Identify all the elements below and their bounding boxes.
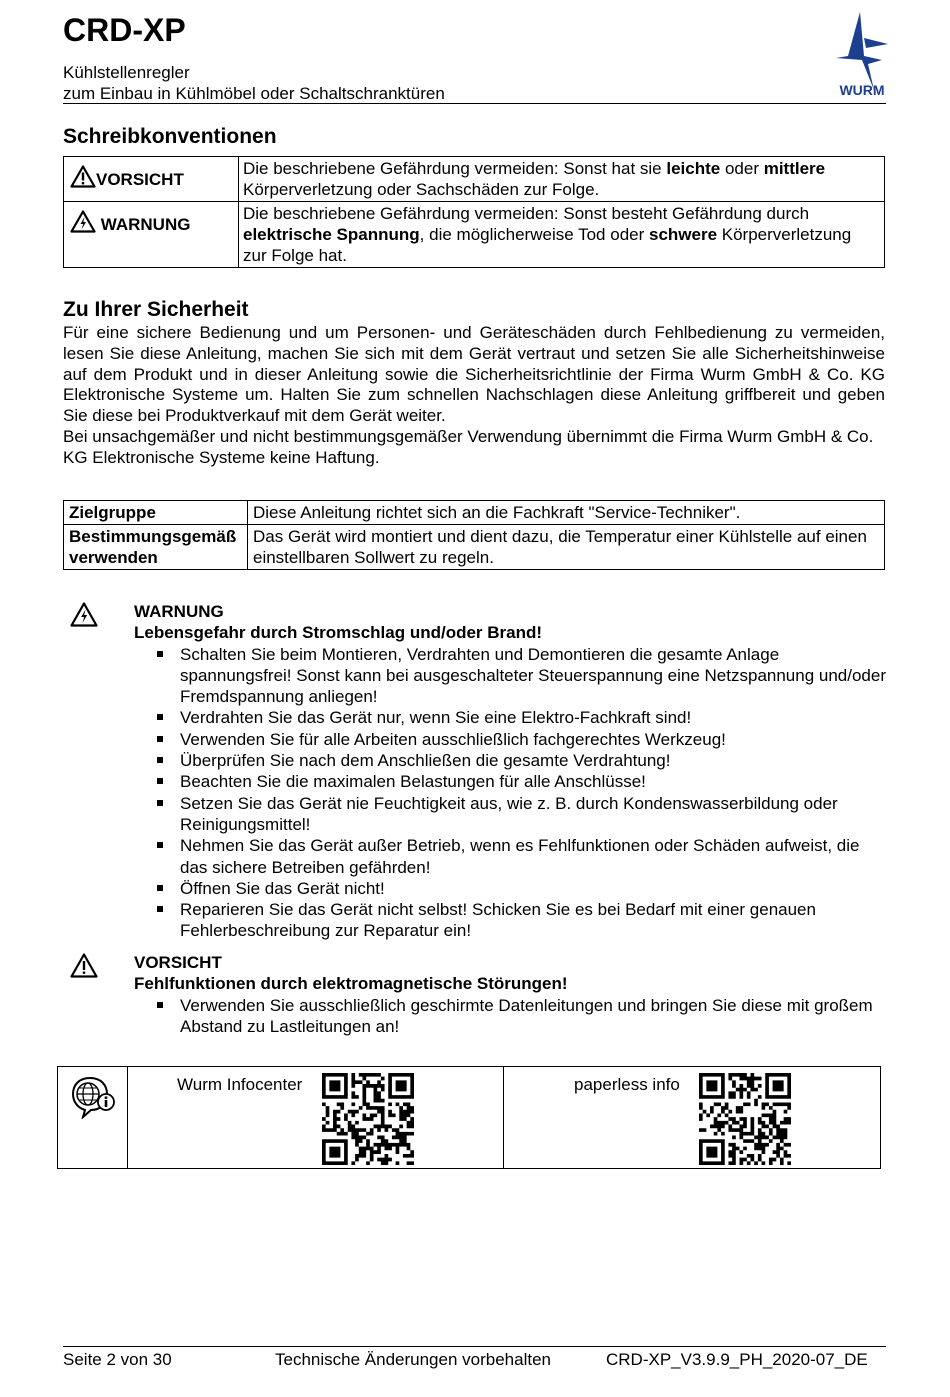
infocenter-link[interactable]: Wurm Infocenter	[177, 1075, 303, 1094]
document-id: CRD-XP_V3.9.9_PH_2020-07_DE	[606, 1350, 868, 1369]
subtitle-line-1: Kühlstellenregler	[63, 63, 190, 82]
warning-block	[134, 601, 886, 942]
intended-use-value: Das Gerät wird montiert und dient dazu, die Temperatur einer Kühlstelle auf einen einstellbaren Sollwert zu regeln.	[248, 525, 885, 570]
page-number: Seite 2 von 30	[63, 1350, 172, 1369]
wurm-logo-icon	[834, 10, 890, 98]
footer-notice: Technische Änderungen vorbehalten	[275, 1350, 551, 1369]
table-row	[64, 202, 885, 268]
conventions-table	[63, 156, 885, 268]
caution-label: VORSICHT	[64, 157, 239, 202]
electric-warning-icon	[70, 602, 98, 627]
warning-triangle-icon	[70, 165, 96, 188]
paperless-qr-code[interactable]	[699, 1073, 791, 1165]
subtitle-line-2: zum Einbau in Kühlmöbel oder Schaltschranktüren	[63, 84, 445, 103]
list-item: Setzen Sie das Gerät nie Feuchtigkeit aus, wie z. B. durch Kondenswasserbildung oder Reinigungsmittel!	[134, 793, 886, 836]
list-item: Öffnen Sie das Gerät nicht!	[134, 878, 886, 899]
info-table	[63, 500, 885, 570]
list-item: Verdrahten Sie das Gerät nur, wenn Sie eine Elektro-Fachkraft sind!	[134, 707, 886, 728]
caution-subtitle: Fehlfunktionen durch elektromagnetische Störungen!	[134, 974, 568, 994]
safety-text	[63, 323, 885, 469]
caution-title: VORSICHT	[134, 953, 222, 972]
qr-icon-cell	[58, 1067, 128, 1168]
qr-section	[57, 1066, 881, 1169]
target-group-value: Diese Anleitung richtet sich an die Fachkraft "Service-Techniker".	[248, 501, 885, 525]
intended-use-label: Bestimmungsgemäß verwenden	[64, 525, 248, 570]
caution-block	[134, 952, 886, 1037]
qr-divider	[503, 1067, 504, 1168]
caution-list	[134, 995, 886, 1038]
warning-description: Die beschriebene Gefährdung vermeiden: Sonst besteht Gefährdung durch elektrische Spannung, die möglicherweise Tod oder schwere Körperverletzung zur Folge hat.	[239, 202, 885, 268]
warning-list	[134, 644, 886, 942]
safety-paragraph-2: Bei unsachgemäßer und nicht bestimmungsgemäßer Verwendung übernimmt die Firma Wurm GmbH & Co. KG Elektronische Systeme keine Haftung.	[63, 426, 874, 467]
list-item: Nehmen Sie das Gerät außer Betrieb, wenn es Fehlfunktionen oder Schäden aufweist, die das sichere Betreiben gefährden!	[134, 835, 886, 878]
safety-paragraph-1: Für eine sichere Bedienung und um Personen- und Geräteschäden durch Fehlbedienung zu vermeiden, lesen Sie diese Anleitung, machen Sie sich mit dem Gerät vertraut und setzen Sie alle Sicherheitshinweise auf dem Produkt und in dieser Anleitung sowie die Sicherheitsrichtlinie der Firma Wurm GmbH & Co. KG Elektronische Systeme um. Halten Sie zum schnellen Nachschlagen diese Anleitung griffbereit und geben Sie diese bei Produktverkauf mit dem Gerät weiter.	[63, 323, 885, 426]
list-item: Überprüfen Sie nach dem Anschließen die gesamte Verdrahtung!	[134, 750, 886, 771]
list-item: Verwenden Sie für alle Arbeiten ausschließlich fachgerechtes Werkzeug!	[134, 729, 886, 750]
paperless-info-link[interactable]: paperless info	[574, 1075, 680, 1094]
infocenter-qr-code[interactable]	[322, 1073, 414, 1165]
safety-heading: Zu Ihrer Sicherheit	[63, 298, 249, 321]
table-row	[64, 501, 885, 525]
list-item: Verwenden Sie ausschließlich geschirmte Datenleitungen und bringen Sie diese mit großem Abstand zu Lastleitungen an!	[134, 995, 886, 1038]
document-title: CRD-XP	[63, 12, 186, 48]
warning-label: WARNUNG	[64, 202, 239, 268]
list-item: Beachten Sie die maximalen Belastungen für alle Anschlüsse!	[134, 771, 886, 792]
list-item: Reparieren Sie das Gerät nicht selbst! Schicken Sie es bei Bedarf mit einer genauen Fehlerbeschreibung zur Reparatur ein!	[134, 899, 886, 942]
header-rule	[63, 103, 886, 104]
caution-description: Die beschriebene Gefährdung vermeiden: Sonst hat sie leichte oder mittlere Körperverletzung oder Sachschäden zur Folge.	[239, 157, 885, 202]
warning-subtitle: Lebensgefahr durch Stromschlag und/oder Brand!	[134, 623, 543, 643]
footer-rule	[63, 1346, 886, 1347]
target-group-label: Zielgruppe	[64, 501, 248, 525]
logo-text: WURM	[839, 82, 885, 98]
conventions-heading: Schreibkonventionen	[63, 125, 277, 148]
warning-triangle-icon	[70, 953, 98, 978]
info-globe-icon	[70, 1075, 116, 1119]
list-item: Schalten Sie beim Montieren, Verdrahten und Demontieren die gesamte Anlage spannungsfrei! Sonst kann bei ausgeschalteter Steuerspannung eine Netzspannung und/oder Fremdspannung anliegen!	[134, 644, 886, 708]
warning-title: WARNUNG	[134, 602, 224, 621]
table-row	[64, 157, 885, 202]
electric-warning-icon	[70, 210, 96, 233]
document-subtitle	[63, 62, 445, 104]
table-row	[64, 525, 885, 570]
